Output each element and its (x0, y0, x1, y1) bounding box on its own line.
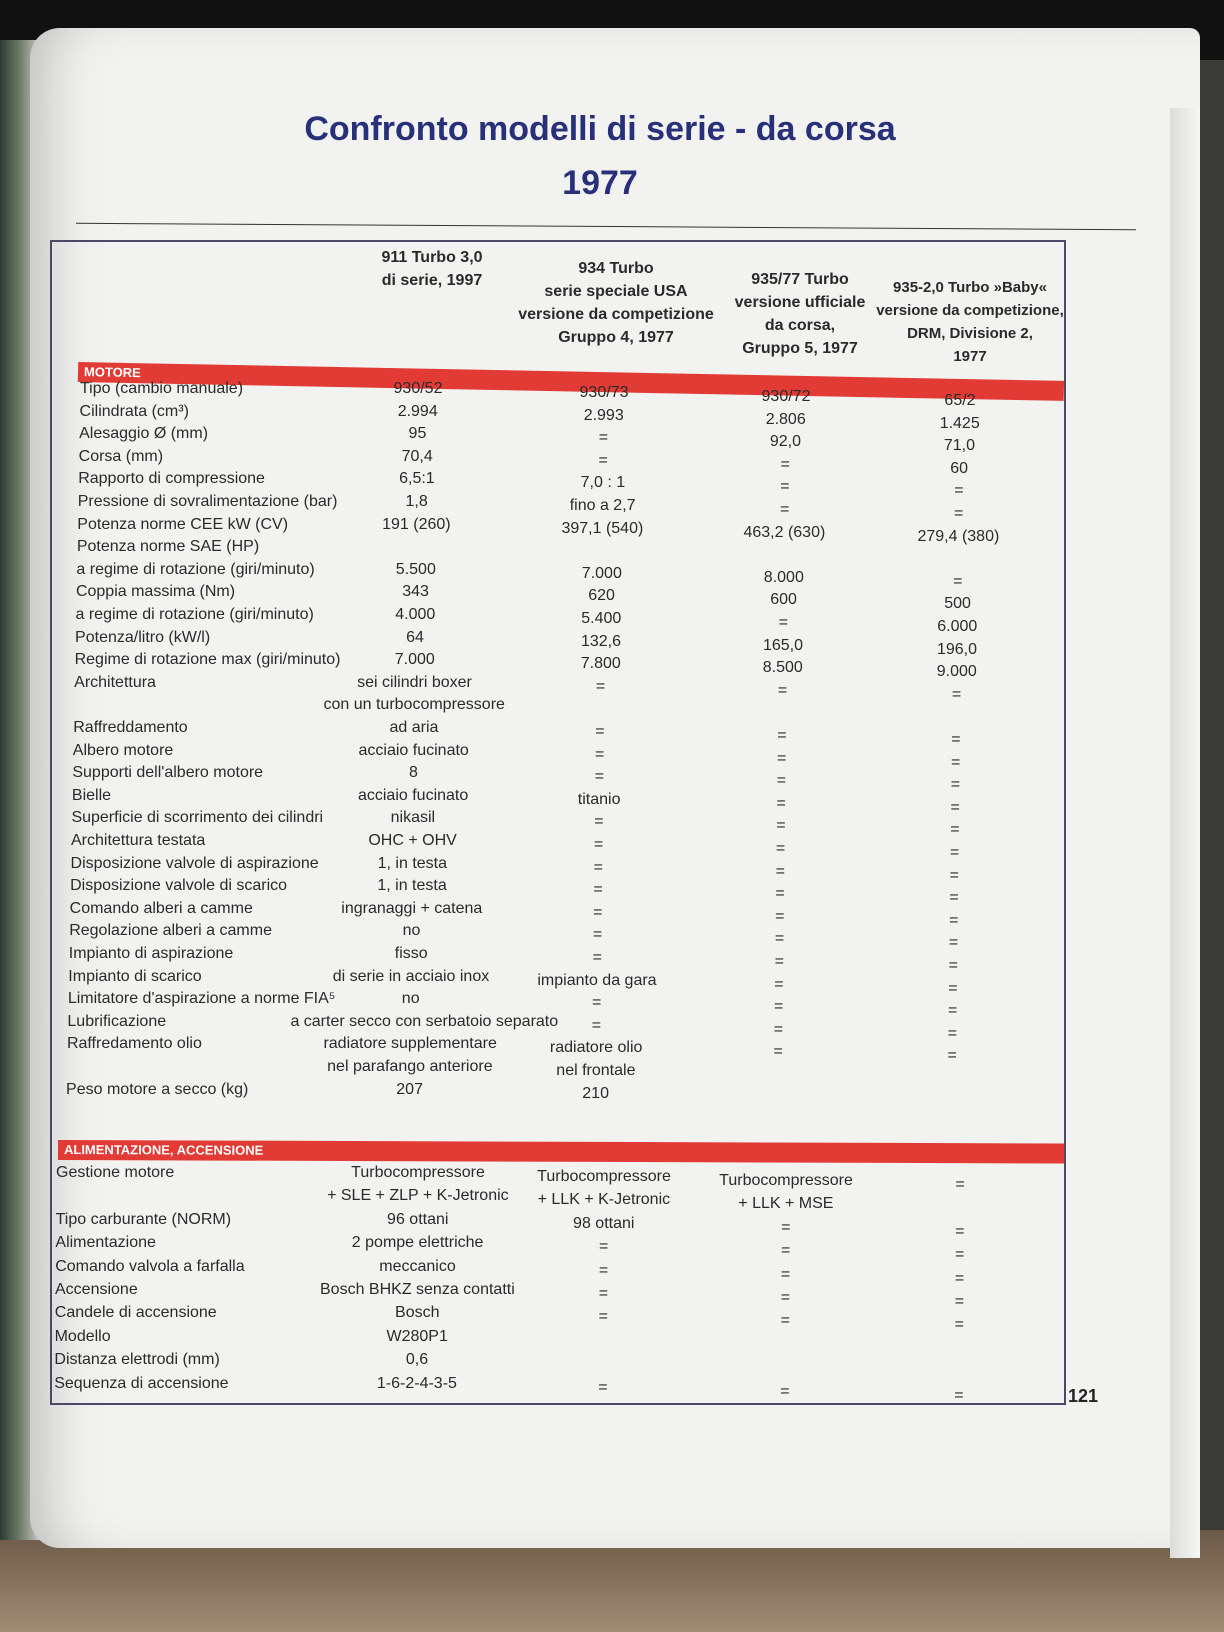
row-label: Coppia massima (Nm) (75, 583, 236, 601)
table-row (0, 898, 1224, 929)
row-value-col2: = (593, 881, 603, 899)
row-label: Regolazione alberi a camme (69, 922, 272, 940)
row-value-col3: Turbocompressore (719, 1172, 853, 1189)
row-value-col3: 165,0 (762, 636, 804, 654)
column-header-934: 934 Turbo serie speciale USA versione da competizione Gruppo 4, 1977 (518, 260, 714, 346)
page-title: Confronto modelli di serie - da corsa (304, 110, 896, 148)
row-value-col1: radiatore supplementare (323, 1035, 497, 1053)
row-value-col3: = (776, 772, 787, 790)
row-value-col3: = (776, 794, 786, 812)
row-value-col4: = (949, 866, 959, 884)
row-value-col1: 95 (408, 425, 427, 443)
row-value-col4: = (953, 505, 964, 522)
row-value-col2: = (593, 836, 604, 853)
column-header-935-baby: 935-2,0 Turbo »Baby« versione da competizione, DRM, Divisione 2, 1977 (876, 279, 1064, 365)
column-header-911: 911 Turbo 3,0 di serie, 1997 (381, 249, 483, 289)
row-value-col2: 210 (582, 1084, 609, 1102)
table-row (0, 1185, 1224, 1213)
row-value-col1: 0,6 (405, 1351, 429, 1369)
row-value-col2: = (598, 1378, 608, 1396)
row-value-col1: acciaio fucinato (358, 741, 469, 759)
row-value-col3: = (781, 1218, 791, 1236)
row-value-col3: 600 (770, 591, 797, 609)
row-value-col2: 7.000 (581, 564, 622, 582)
row-value-col4: 196,0 (936, 640, 978, 658)
row-value-col1: 1,8 (405, 493, 428, 510)
row-value-col4: 1.425 (939, 414, 980, 432)
table-row (0, 1209, 1224, 1240)
row-label: Accensione (55, 1281, 138, 1298)
row-label: Distanza elettrodi (mm) (54, 1351, 220, 1369)
row-value-col4: = (949, 844, 960, 861)
row-label: Lubrificazione (67, 1012, 167, 1030)
row-value-col1: 207 (396, 1080, 423, 1098)
row-value-col2: = (592, 994, 602, 1012)
table-row (0, 423, 1224, 455)
row-value-col2: 132,6 (580, 632, 622, 650)
row-value-col2: 98 ottani (573, 1214, 635, 1232)
row-value-col1: a carter secco con serbatoio separato (290, 1012, 559, 1030)
row-value-col2: = (595, 677, 606, 695)
row-value-col4: = (954, 1316, 964, 1334)
row-value-col3: + LLK + MSE (738, 1195, 834, 1213)
row-label: Alimentazione (55, 1234, 156, 1252)
row-value-col4: = (953, 572, 963, 590)
row-value-col3: 2.806 (765, 410, 806, 428)
table-row (0, 1326, 1224, 1348)
row-value-col1: sei cilindri boxer (357, 673, 472, 691)
row-value-col4: 6.000 (937, 618, 978, 635)
row-label: Rapporto di compressione (78, 470, 265, 488)
table-row (0, 604, 1224, 635)
row-value-col3: = (776, 817, 786, 835)
table-row (0, 514, 1224, 545)
table-row (0, 649, 1224, 681)
table-row (0, 378, 1224, 409)
row-value-col2: = (598, 451, 608, 469)
row-value-col2: = (595, 745, 605, 763)
row-value-col1: no (402, 922, 421, 940)
row-label: Albero motore (72, 741, 174, 759)
row-value-col1: 343 (402, 583, 429, 601)
row-value-col4: 71,0 (943, 437, 976, 455)
row-value-col1: meccanico (379, 1257, 456, 1275)
table-row (0, 401, 1224, 432)
row-value-col2: = (594, 813, 604, 831)
row-value-col2: 620 (588, 587, 615, 605)
row-value-col3: 92,0 (769, 433, 802, 451)
row-value-col2: nel frontale (556, 1062, 636, 1079)
row-value-col2: = (598, 1261, 609, 1279)
row-value-col2: = (592, 949, 602, 966)
row-label: Tipo (cambio manuale) (80, 380, 244, 397)
table-row (0, 1033, 1224, 1065)
table-row (0, 581, 1224, 613)
row-value-col2: = (594, 768, 605, 786)
table-row (0, 491, 1224, 522)
table-row (0, 672, 1224, 703)
row-value-col4: = (954, 1246, 965, 1264)
row-value-col4: = (951, 753, 961, 771)
row-label: Comando valvola a farfalla (55, 1257, 245, 1275)
row-label: Sequenza di accensione (54, 1374, 229, 1392)
row-value-col4: = (951, 731, 961, 748)
row-value-col2: titanio (577, 790, 621, 808)
row-value-col2: = (591, 1016, 602, 1034)
table-row (0, 1056, 1224, 1078)
row-value-col1: + SLE + ZLP + K-Jetronic (327, 1187, 509, 1205)
page-title-year: 1977 (562, 164, 638, 202)
row-value-col1: 4.000 (395, 606, 436, 623)
row-label: Cilindrata (cm³) (79, 402, 189, 420)
row-label: Modello (54, 1327, 111, 1345)
row-label: a regime di rotazione (giri/minuto) (75, 606, 314, 623)
row-value-col3: = (774, 975, 784, 993)
row-value-col4: = (954, 1269, 965, 1287)
row-value-col3: = (780, 455, 790, 473)
row-value-col1: 1, in testa (377, 877, 447, 895)
table-row (0, 1079, 1224, 1101)
row-value-col4: 60 (950, 459, 969, 477)
row-value-col4: = (948, 934, 959, 952)
table-row (0, 988, 1224, 1020)
row-value-col1: 930/52 (393, 380, 443, 397)
section-band-alimentazione: ALIMENTAZIONE, ACCENSIONE (58, 1140, 1064, 1164)
table-row (0, 943, 1224, 974)
row-value-col2: Turbocompressore (537, 1168, 671, 1185)
row-value-col1: 64 (406, 628, 424, 646)
row-value-col2: 2.993 (583, 406, 624, 424)
row-value-col3: 8.500 (762, 659, 803, 677)
row-value-col3: = (780, 1242, 791, 1260)
table-row (0, 785, 1224, 816)
table-row (0, 1302, 1224, 1334)
row-value-col3: 930/72 (761, 388, 811, 405)
row-value-col3: = (775, 862, 785, 880)
row-value-col2: 397,1 (540) (561, 519, 644, 537)
row-value-col1: 6,5:1 (399, 470, 435, 488)
row-value-col4: = (955, 1176, 965, 1193)
row-value-col4: 279,4 (380) (917, 527, 1000, 545)
row-value-col2: = (598, 1308, 608, 1326)
row-value-col4: = (954, 482, 964, 500)
row-value-col1: 5.500 (395, 560, 436, 578)
row-value-col4: = (951, 685, 962, 703)
table-row (0, 807, 1224, 839)
row-label: Bielle (71, 786, 112, 804)
row-label: Tipo carburante (NORM) (55, 1210, 232, 1228)
row-label: Raffreddamento (73, 719, 188, 736)
row-value-col1: nel parafango anteriore (327, 1058, 493, 1075)
row-value-col2: = (595, 723, 605, 740)
row-value-col1: 96 ottani (387, 1210, 449, 1228)
row-value-col3: = (780, 478, 790, 496)
row-value-col4: = (950, 798, 960, 816)
row-value-col1: W280P1 (386, 1327, 448, 1345)
table-row (0, 966, 1224, 997)
row-label: Potenza norme SAE (HP) (76, 538, 260, 556)
row-label: Impianto di aspirazione (68, 945, 234, 962)
row-value-col1: 1-6-2-4-3-5 (376, 1374, 457, 1392)
row-value-col3: = (780, 1382, 790, 1400)
row-value-col1: acciaio fucinato (357, 786, 469, 804)
row-value-col1: Turbocompressore (351, 1164, 485, 1181)
row-value-col4: 9.000 (936, 663, 977, 681)
row-value-col4: = (954, 1386, 964, 1404)
row-value-col3: = (774, 930, 785, 948)
table-row (0, 446, 1224, 477)
row-value-col1: nikasil (390, 809, 436, 827)
row-value-col4: = (955, 1222, 965, 1240)
row-value-col4: 500 (944, 595, 971, 613)
row-value-col2: 930/73 (579, 384, 629, 401)
row-value-col4: = (950, 821, 960, 839)
row-label: Potenza norme CEE kW (CV) (77, 515, 289, 533)
row-value-col3: = (774, 998, 784, 1016)
row-label: Impianto di scarico (68, 967, 202, 985)
row-value-col2: radiatore olio (549, 1039, 643, 1057)
table-row (0, 853, 1224, 884)
table-row (0, 717, 1224, 748)
row-value-col1: Bosch BHKZ senza contatti (320, 1281, 515, 1298)
section-band-motore: MOTORE (78, 362, 1064, 401)
table-row (0, 1279, 1224, 1310)
table-row (0, 1349, 1224, 1371)
row-label: Alesaggio Ø (mm) (79, 425, 209, 443)
row-value-col4: = (949, 889, 959, 907)
table-row (0, 1011, 1224, 1042)
row-value-col1: 1, in testa (377, 854, 448, 872)
row-value-col4: = (948, 1002, 958, 1020)
row-value-col3: = (774, 953, 784, 970)
row-value-col4: = (949, 911, 959, 929)
row-value-col2: 7.800 (580, 655, 621, 673)
row-value-col2: = (598, 429, 609, 447)
table-row (0, 740, 1224, 771)
row-value-col4: = (950, 776, 961, 794)
table-row (0, 1232, 1224, 1264)
row-value-col3: 8.000 (763, 568, 804, 586)
page-number: 121 (1068, 1386, 1099, 1406)
row-value-col1: 8 (408, 764, 418, 782)
table-row (0, 627, 1224, 658)
row-label: Corsa (mm) (78, 447, 164, 465)
row-label: Supporti dell'albero motore (72, 764, 264, 782)
row-label: Limitatore d'aspirazione a norme FIA⁵ (67, 990, 336, 1008)
row-label: Candele di accensione (54, 1304, 217, 1322)
row-value-col3: = (777, 727, 787, 744)
row-value-col4: = (947, 1024, 958, 1042)
row-value-col2: = (593, 903, 603, 921)
row-label: Disposizione valvole di scarico (70, 877, 288, 895)
row-label: a regime di rotazione (giri/minuto) (76, 560, 315, 578)
row-value-col3: = (779, 501, 790, 518)
row-value-col3: = (773, 1043, 783, 1061)
row-value-col2: = (598, 1238, 609, 1256)
row-value-col4: 65/2 (944, 392, 976, 409)
row-value-col3: = (775, 907, 785, 925)
row-label: Pressione di sovralimentazione (bar) (77, 493, 338, 510)
row-label: Potenza/litro (kW/l) (75, 628, 211, 646)
table-row (0, 830, 1224, 861)
row-value-col1: ingranaggi + catena (341, 899, 483, 917)
row-value-col4: = (954, 1293, 965, 1310)
column-header-935-77: 935/77 Turbo versione ufficiale da corsa, Gruppo 5, 1977 (734, 271, 866, 357)
row-value-col1: OHC + OHV (368, 832, 457, 849)
row-value-col3: = (775, 840, 786, 857)
row-value-col2: impianto da gara (537, 971, 657, 989)
table-row (0, 536, 1224, 558)
row-value-col1: 70,4 (401, 447, 433, 465)
row-value-col3: 463,2 (630) (743, 523, 826, 541)
row-value-col4: = (947, 1047, 957, 1065)
row-label: Peso motore a secco (kg) (66, 1080, 249, 1098)
row-label: Comando alberi a camme (69, 899, 253, 917)
row-label: Architettura testata (71, 832, 206, 849)
row-value-col2: 7,0 : 1 (580, 474, 626, 492)
row-value-col2: 5.400 (581, 610, 622, 627)
row-value-col4: = (948, 979, 958, 997)
table-row (0, 559, 1224, 590)
row-value-col4: = (948, 957, 958, 974)
table-row (0, 920, 1224, 952)
row-value-col1: di serie in acciaio inox (332, 967, 490, 985)
row-value-col1: con un turbocompressore (323, 696, 505, 714)
row-value-col2: = (593, 858, 603, 876)
row-value-col2: fino a 2,7 (569, 497, 636, 514)
row-label: Gestione motore (56, 1164, 175, 1181)
row-value-col3: = (775, 885, 785, 903)
row-value-col2: = (592, 926, 603, 944)
row-value-col1: ad aria (389, 719, 439, 736)
row-label: Superficie di scorrimento dei cilindri (71, 809, 324, 827)
table-row (0, 1256, 1224, 1287)
row-value-col3: = (780, 1312, 790, 1330)
row-value-col1: 2 pompe elettriche (351, 1234, 484, 1252)
row-value-col3: = (780, 1265, 791, 1283)
row-value-col1: Bosch (395, 1304, 440, 1322)
row-value-col1: fisso (394, 945, 428, 962)
row-value-col1: 2.994 (397, 402, 438, 420)
row-value-col3: = (780, 1289, 791, 1306)
row-value-col1: 191 (260) (382, 515, 451, 533)
row-value-col3: = (777, 749, 787, 767)
row-value-col1: no (401, 990, 420, 1008)
table-row (0, 1162, 1224, 1193)
row-label: Disposizione valvole di aspirazione (70, 854, 319, 872)
table-row (0, 694, 1224, 716)
table-row (0, 762, 1224, 794)
row-label: Raffredamento olio (66, 1035, 202, 1053)
row-value-col2: + LLK + K-Jetronic (537, 1191, 671, 1209)
row-value-col3: = (773, 1020, 784, 1038)
row-value-col2: = (598, 1285, 609, 1302)
row-value-col3: = (777, 681, 788, 699)
row-label: Regime di rotazione max (giri/minuto) (74, 651, 341, 669)
row-label: Architettura (74, 673, 156, 691)
row-value-col3: = (778, 614, 788, 631)
table-row (0, 875, 1224, 907)
row-value-col1: 7.000 (394, 651, 435, 669)
table-row (0, 468, 1224, 500)
